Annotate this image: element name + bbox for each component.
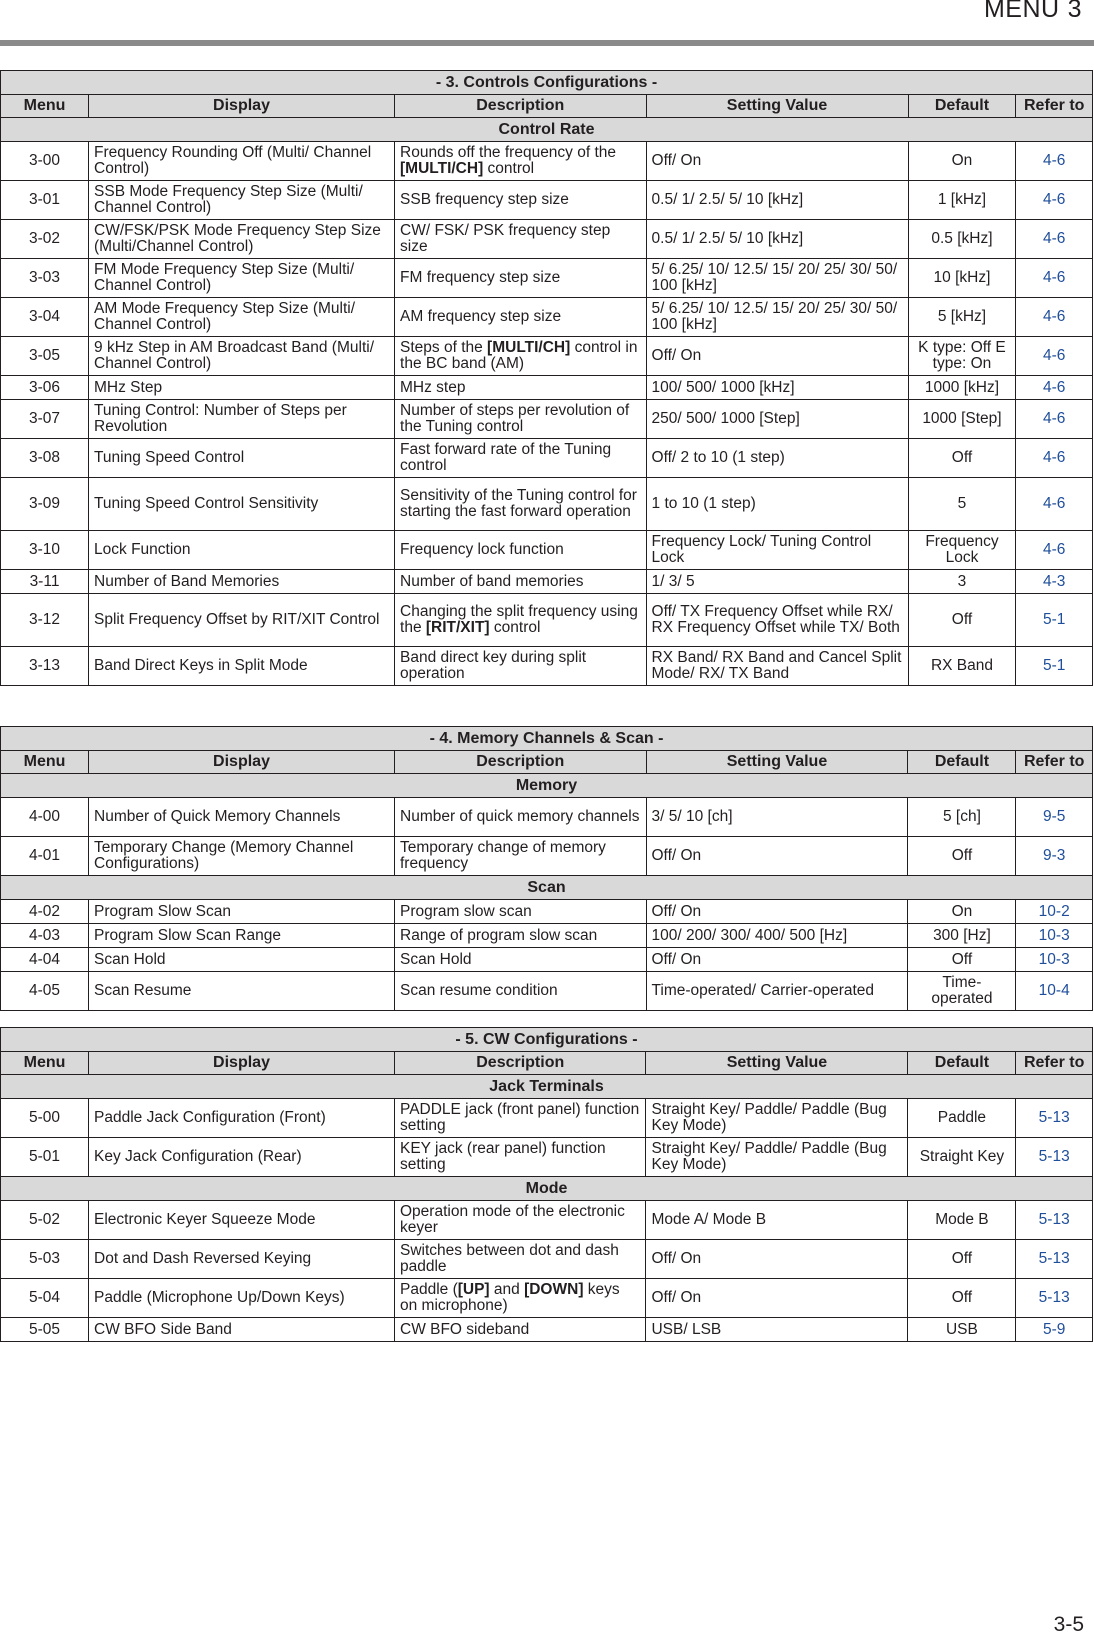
description-text: KEY jack (rear panel) function setting xyxy=(400,1140,606,1173)
column-header-ref: Refer to xyxy=(1016,1052,1093,1075)
cell-default: 5 xyxy=(908,478,1016,531)
cell-display: Tuning Speed Control Sensitivity xyxy=(89,478,395,531)
menu-row-5-04 xyxy=(1,1279,1093,1318)
description-text: Operation mode of the electronic keyer xyxy=(400,1203,625,1236)
menu-row-3-01 xyxy=(1,181,1093,220)
cell-default: 5 [ch] xyxy=(908,798,1016,837)
cell-setting: Time-operated/ Carrier-operated xyxy=(646,972,908,1011)
description-text: keys on microphone) xyxy=(400,1281,620,1314)
cell-menu: 5-04 xyxy=(1,1279,89,1318)
cell-display: Band Direct Keys in Split Mode xyxy=(89,647,395,686)
refer-to-link[interactable]: 4-3 xyxy=(1016,570,1093,594)
cell-menu: 3-11 xyxy=(1,570,89,594)
cell-default: On xyxy=(908,142,1016,181)
section-title: - 3. Controls Configurations - xyxy=(1,71,1093,95)
cell-display: Split Frequency Offset by RIT/XIT Control xyxy=(89,594,395,647)
cell-menu: 3-03 xyxy=(1,259,89,298)
description-text: Fast forward rate of the Tuning control xyxy=(400,441,612,474)
cell-setting: Frequency Lock/ Tuning Control Lock xyxy=(646,531,908,570)
cell-default: 0.5 [kHz] xyxy=(908,220,1016,259)
header-chapter: 3 xyxy=(1067,0,1082,23)
cell-description xyxy=(395,924,647,948)
cell-description xyxy=(395,594,647,647)
cell-description xyxy=(395,337,647,376)
column-header-row xyxy=(1,751,1093,774)
refer-to-link[interactable]: 5-1 xyxy=(1016,647,1093,686)
key-name: [RIT/XIT] xyxy=(425,619,490,636)
cell-display: Tuning Speed Control xyxy=(89,439,395,478)
group-header: Memory xyxy=(1,774,1093,798)
menu-row-5-01 xyxy=(1,1138,1093,1177)
menu-row-4-01 xyxy=(1,837,1093,876)
cell-default: K type: Off E type: On xyxy=(908,337,1016,376)
refer-to-link[interactable]: 10-3 xyxy=(1016,948,1093,972)
cell-menu: 3-00 xyxy=(1,142,89,181)
column-header-description: Description xyxy=(395,751,647,774)
column-header-ref: Refer to xyxy=(1016,95,1093,118)
cell-menu: 3-10 xyxy=(1,531,89,570)
column-header-menu: Menu xyxy=(1,751,89,774)
key-name: [MULTI/CH] xyxy=(487,339,571,356)
group-header: Scan xyxy=(1,876,1093,900)
description-text: Rounds off the frequency of the xyxy=(400,144,617,161)
cell-setting: Off/ On xyxy=(646,142,908,181)
refer-to-link[interactable]: 4-6 xyxy=(1016,298,1093,337)
menu-row-3-07 xyxy=(1,400,1093,439)
column-header-display: Display xyxy=(89,95,395,118)
cell-setting: USB/ LSB xyxy=(646,1318,908,1342)
cell-display: SSB Mode Frequency Step Size (Multi/ Channel Control) xyxy=(89,181,395,220)
refer-to-link[interactable]: 4-6 xyxy=(1016,181,1093,220)
cell-menu: 3-08 xyxy=(1,439,89,478)
refer-to-link[interactable]: 4-6 xyxy=(1016,259,1093,298)
cell-display: Program Slow Scan Range xyxy=(89,924,395,948)
column-header-description: Description xyxy=(395,1052,646,1075)
refer-to-link[interactable]: 10-3 xyxy=(1016,924,1093,948)
cell-setting: 0.5/ 1/ 2.5/ 5/ 10 [kHz] xyxy=(646,181,908,220)
cell-display: Number of Quick Memory Channels xyxy=(89,798,395,837)
cell-menu: 5-03 xyxy=(1,1240,89,1279)
cell-setting: 5/ 6.25/ 10/ 12.5/ 15/ 20/ 25/ 30/ 50/ 100 [kHz] xyxy=(646,298,908,337)
cell-setting: Straight Key/ Paddle/ Paddle (Bug Key Mode) xyxy=(646,1099,908,1138)
menu-row-3-12 xyxy=(1,594,1093,647)
cell-menu: 4-04 xyxy=(1,948,89,972)
menu-row-3-00 xyxy=(1,142,1093,181)
refer-to-link[interactable]: 4-6 xyxy=(1016,376,1093,400)
menu-row-5-00 xyxy=(1,1099,1093,1138)
description-text: MHz step xyxy=(400,378,466,396)
cell-default: Time-operated xyxy=(908,972,1016,1011)
cell-display: Scan Resume xyxy=(89,972,395,1011)
cell-display: Scan Hold xyxy=(89,948,395,972)
refer-to-link[interactable]: 4-6 xyxy=(1016,400,1093,439)
column-header-display: Display xyxy=(89,751,395,774)
cell-default: 3 xyxy=(908,570,1016,594)
menu-row-3-10 xyxy=(1,531,1093,570)
cell-setting: Off/ On xyxy=(646,837,908,876)
description-text: CW/ FSK/ PSK frequency step size xyxy=(400,222,611,255)
description-text: Number of steps per revolution of the Tuning control xyxy=(400,402,630,435)
cell-description xyxy=(395,647,647,686)
description-text: Paddle ( xyxy=(400,1281,458,1298)
column-header-row xyxy=(1,95,1093,118)
refer-to-link[interactable]: 5-1 xyxy=(1016,594,1093,647)
refer-to-link[interactable]: 5-9 xyxy=(1016,1318,1093,1342)
description-text: PADDLE jack (front panel) function setting xyxy=(400,1101,640,1134)
column-header-menu: Menu xyxy=(1,95,89,118)
column-header-setting: Setting Value xyxy=(646,1052,908,1075)
menu-row-3-11 xyxy=(1,570,1093,594)
cell-menu: 4-05 xyxy=(1,972,89,1011)
column-header-ref: Refer to xyxy=(1016,751,1093,774)
column-header-setting: Setting Value xyxy=(646,751,908,774)
page-number: 3-5 xyxy=(1053,1613,1084,1636)
cell-display: 9 kHz Step in AM Broadcast Band (Multi/ Channel Control) xyxy=(89,337,395,376)
cell-setting: 100/ 500/ 1000 [kHz] xyxy=(646,376,908,400)
cell-menu: 3-05 xyxy=(1,337,89,376)
cell-setting: 1 to 10 (1 step) xyxy=(646,478,908,531)
refer-to-link[interactable]: 5-13 xyxy=(1016,1279,1093,1318)
key-name: [UP] xyxy=(457,1281,490,1298)
cell-default: Off xyxy=(908,1279,1016,1318)
key-name: [MULTI/CH] xyxy=(400,160,484,177)
column-header-setting: Setting Value xyxy=(646,95,908,118)
cell-default: Off xyxy=(908,1240,1016,1279)
description-text: control xyxy=(483,160,535,177)
cell-default: Off xyxy=(908,837,1016,876)
cell-default: 10 [kHz] xyxy=(908,259,1016,298)
cell-display: Key Jack Configuration (Rear) xyxy=(89,1138,395,1177)
config-table-4-memory-channels-scan xyxy=(0,726,1093,1011)
cell-default: 5 [kHz] xyxy=(908,298,1016,337)
cell-default: 300 [Hz] xyxy=(908,924,1016,948)
cell-setting: 3/ 5/ 10 [ch] xyxy=(646,798,908,837)
refer-to-link[interactable]: 10-2 xyxy=(1016,900,1093,924)
cell-description xyxy=(395,298,647,337)
section-title: - 5. CW Configurations - xyxy=(1,1028,1093,1052)
refer-to-link[interactable]: 9-3 xyxy=(1016,837,1093,876)
config-table-3-controls-configurations xyxy=(0,70,1093,686)
cell-setting: Off/ On xyxy=(646,337,908,376)
refer-to-link[interactable]: 4-6 xyxy=(1016,478,1093,531)
refer-to-link[interactable]: 5-13 xyxy=(1016,1099,1093,1138)
refer-to-link[interactable]: 4-6 xyxy=(1016,220,1093,259)
menu-row-3-13 xyxy=(1,647,1093,686)
menu-row-3-04 xyxy=(1,298,1093,337)
description-text: Program slow scan xyxy=(400,902,532,920)
cell-menu: 4-00 xyxy=(1,798,89,837)
cell-menu: 3-04 xyxy=(1,298,89,337)
column-header-default: Default xyxy=(908,751,1016,774)
group-header: Jack Terminals xyxy=(1,1075,1093,1099)
cell-description xyxy=(395,1279,646,1318)
cell-default: On xyxy=(908,900,1016,924)
cell-description xyxy=(395,570,647,594)
cell-setting: Off/ On xyxy=(646,900,908,924)
cell-display: Dot and Dash Reversed Keying xyxy=(89,1240,395,1279)
cell-default: RX Band xyxy=(908,647,1016,686)
description-text: SSB frequency step size xyxy=(400,191,569,208)
cell-menu: 5-00 xyxy=(1,1099,89,1138)
cell-description xyxy=(395,1099,646,1138)
menu-row-3-03 xyxy=(1,259,1093,298)
cell-menu: 5-01 xyxy=(1,1138,89,1177)
cell-default: Frequency Lock xyxy=(908,531,1016,570)
cell-display: AM Mode Frequency Step Size (Multi/ Channel Control) xyxy=(89,298,395,337)
column-header-default: Default xyxy=(908,1052,1016,1075)
key-name: [DOWN] xyxy=(524,1281,584,1298)
cell-display: Temporary Change (Memory Channel Configurations) xyxy=(89,837,395,876)
cell-display: CW/FSK/PSK Mode Frequency Step Size (Multi/Channel Control) xyxy=(89,220,395,259)
cell-description xyxy=(395,376,647,400)
refer-to-link[interactable]: 9-5 xyxy=(1016,798,1093,837)
cell-display: Number of Band Memories xyxy=(89,570,395,594)
cell-description xyxy=(395,259,647,298)
cell-display: Electronic Keyer Squeeze Mode xyxy=(89,1201,395,1240)
cell-description xyxy=(395,948,647,972)
menu-row-5-05 xyxy=(1,1318,1093,1342)
description-text: Number of quick memory channels xyxy=(400,808,640,825)
cell-description xyxy=(395,400,647,439)
header-title: MENU xyxy=(983,0,1060,23)
description-text: Frequency lock function xyxy=(400,541,564,558)
cell-display: Paddle (Microphone Up/Down Keys) xyxy=(89,1279,395,1318)
description-text: Scan resume condition xyxy=(400,982,558,999)
cell-setting: 5/ 6.25/ 10/ 12.5/ 15/ 20/ 25/ 30/ 50/ 100 [kHz] xyxy=(646,259,908,298)
column-header-menu: Menu xyxy=(1,1052,89,1075)
cell-display: Frequency Rounding Off (Multi/ Channel Control) xyxy=(89,142,395,181)
refer-to-link[interactable]: 4-6 xyxy=(1016,142,1093,181)
cell-setting: Off/ TX Frequency Offset while RX/ RX Frequency Offset while TX/ Both xyxy=(646,594,908,647)
cell-default: 1000 [kHz] xyxy=(908,376,1016,400)
cell-menu: 4-01 xyxy=(1,837,89,876)
description-text: Scan Hold xyxy=(400,950,472,968)
cell-menu: 4-03 xyxy=(1,924,89,948)
column-header-description: Description xyxy=(395,95,647,118)
refer-to-link[interactable]: 4-6 xyxy=(1016,439,1093,478)
cell-display: CW BFO Side Band xyxy=(89,1318,395,1342)
column-header-row xyxy=(1,1052,1093,1075)
cell-default: 1000 [Step] xyxy=(908,400,1016,439)
cell-description xyxy=(395,439,647,478)
cell-default: Mode B xyxy=(908,1201,1016,1240)
cell-menu: 3-13 xyxy=(1,647,89,686)
cell-description xyxy=(395,1138,646,1177)
cell-display: Program Slow Scan xyxy=(89,900,395,924)
cell-description xyxy=(395,972,647,1011)
cell-setting: 250/ 500/ 1000 [Step] xyxy=(646,400,908,439)
cell-menu: 3-01 xyxy=(1,181,89,220)
cell-setting: Off/ 2 to 10 (1 step) xyxy=(646,439,908,478)
menu-row-4-03 xyxy=(1,924,1093,948)
refer-to-link[interactable]: 10-4 xyxy=(1016,972,1093,1011)
description-text: and xyxy=(489,1281,525,1298)
cell-setting: Off/ On xyxy=(646,948,908,972)
cell-display: FM Mode Frequency Step Size (Multi/ Channel Control) xyxy=(89,259,395,298)
cell-setting: 1/ 3/ 5 xyxy=(646,570,908,594)
menu-row-3-05 xyxy=(1,337,1093,376)
cell-setting: Off/ On xyxy=(646,1240,908,1279)
cell-display: Paddle Jack Configuration (Front) xyxy=(89,1099,395,1138)
menu-row-4-00 xyxy=(1,798,1093,837)
description-text: Number of band memories xyxy=(400,572,584,590)
cell-setting: 100/ 200/ 300/ 400/ 500 [Hz] xyxy=(646,924,908,948)
cell-menu: 3-07 xyxy=(1,400,89,439)
refer-to-link[interactable]: 4-6 xyxy=(1016,337,1093,376)
description-text: Changing the split frequency using the xyxy=(400,603,638,636)
cell-display: MHz Step xyxy=(89,376,395,400)
description-text: Steps of the xyxy=(400,339,488,356)
cell-menu: 4-02 xyxy=(1,900,89,924)
cell-default: USB xyxy=(908,1318,1016,1342)
column-header-display: Display xyxy=(89,1052,395,1075)
description-text: Band direct key during split operation xyxy=(400,649,587,682)
refer-to-link[interactable]: 5-13 xyxy=(1016,1201,1093,1240)
cell-description xyxy=(395,478,647,531)
cell-description xyxy=(395,531,647,570)
cell-setting: Straight Key/ Paddle/ Paddle (Bug Key Mode) xyxy=(646,1138,908,1177)
cell-description xyxy=(395,837,647,876)
menu-row-4-04 xyxy=(1,948,1093,972)
cell-display: Lock Function xyxy=(89,531,395,570)
cell-menu: 5-05 xyxy=(1,1318,89,1342)
config-table-5-cw-configurations xyxy=(0,1027,1093,1342)
group-header: Mode xyxy=(1,1177,1093,1201)
menu-row-4-02 xyxy=(1,900,1093,924)
cell-display: Tuning Control: Number of Steps per Revolution xyxy=(89,400,395,439)
cell-description xyxy=(395,1240,646,1279)
cell-default: Paddle xyxy=(908,1099,1016,1138)
header-rule xyxy=(0,40,1094,46)
cell-description xyxy=(395,1318,646,1342)
cell-menu: 3-06 xyxy=(1,376,89,400)
cell-setting: Off/ On xyxy=(646,1279,908,1318)
menu-row-4-05 xyxy=(1,972,1093,1011)
cell-default: Off xyxy=(908,594,1016,647)
cell-description xyxy=(395,798,647,837)
page-header xyxy=(984,0,1082,24)
cell-setting: 0.5/ 1/ 2.5/ 5/ 10 [kHz] xyxy=(646,220,908,259)
description-text: control xyxy=(489,619,541,636)
group-header: Control Rate xyxy=(1,118,1093,142)
menu-row-3-08 xyxy=(1,439,1093,478)
description-text: Temporary change of memory frequency xyxy=(400,839,606,872)
menu-row-3-06 xyxy=(1,376,1093,400)
cell-description xyxy=(395,181,647,220)
refer-to-link[interactable]: 5-13 xyxy=(1016,1138,1093,1177)
description-text: Range of program slow scan xyxy=(400,926,598,944)
cell-default: 1 [kHz] xyxy=(908,181,1016,220)
cell-description xyxy=(395,1201,646,1240)
cell-description xyxy=(395,220,647,259)
cell-default: Off xyxy=(908,439,1016,478)
cell-description xyxy=(395,900,647,924)
menu-row-5-02 xyxy=(1,1201,1093,1240)
cell-menu: 5-02 xyxy=(1,1201,89,1240)
description-text: Sensitivity of the Tuning control for starting the fast forward operation xyxy=(400,487,637,520)
menu-row-5-03 xyxy=(1,1240,1093,1279)
cell-description xyxy=(395,142,647,181)
column-header-default: Default xyxy=(908,95,1016,118)
menu-row-3-02 xyxy=(1,220,1093,259)
cell-default: Off xyxy=(908,948,1016,972)
refer-to-link[interactable]: 5-13 xyxy=(1016,1240,1093,1279)
description-text: CW BFO sideband xyxy=(400,1320,530,1338)
menu-row-3-09 xyxy=(1,478,1093,531)
refer-to-link[interactable]: 4-6 xyxy=(1016,531,1093,570)
description-text: control in the BC band (AM) xyxy=(400,339,638,372)
cell-menu: 3-02 xyxy=(1,220,89,259)
cell-setting: Mode A/ Mode B xyxy=(646,1201,908,1240)
cell-menu: 3-09 xyxy=(1,478,89,531)
description-text: Switches between dot and dash paddle xyxy=(400,1242,619,1275)
cell-setting: RX Band/ RX Band and Cancel Split Mode/ RX/ TX Band xyxy=(646,647,908,686)
cell-default: Straight Key xyxy=(908,1138,1016,1177)
section-title: - 4. Memory Channels & Scan - xyxy=(1,727,1093,751)
cell-menu: 3-12 xyxy=(1,594,89,647)
description-text: AM frequency step size xyxy=(400,308,562,325)
description-text: FM frequency step size xyxy=(400,269,561,286)
